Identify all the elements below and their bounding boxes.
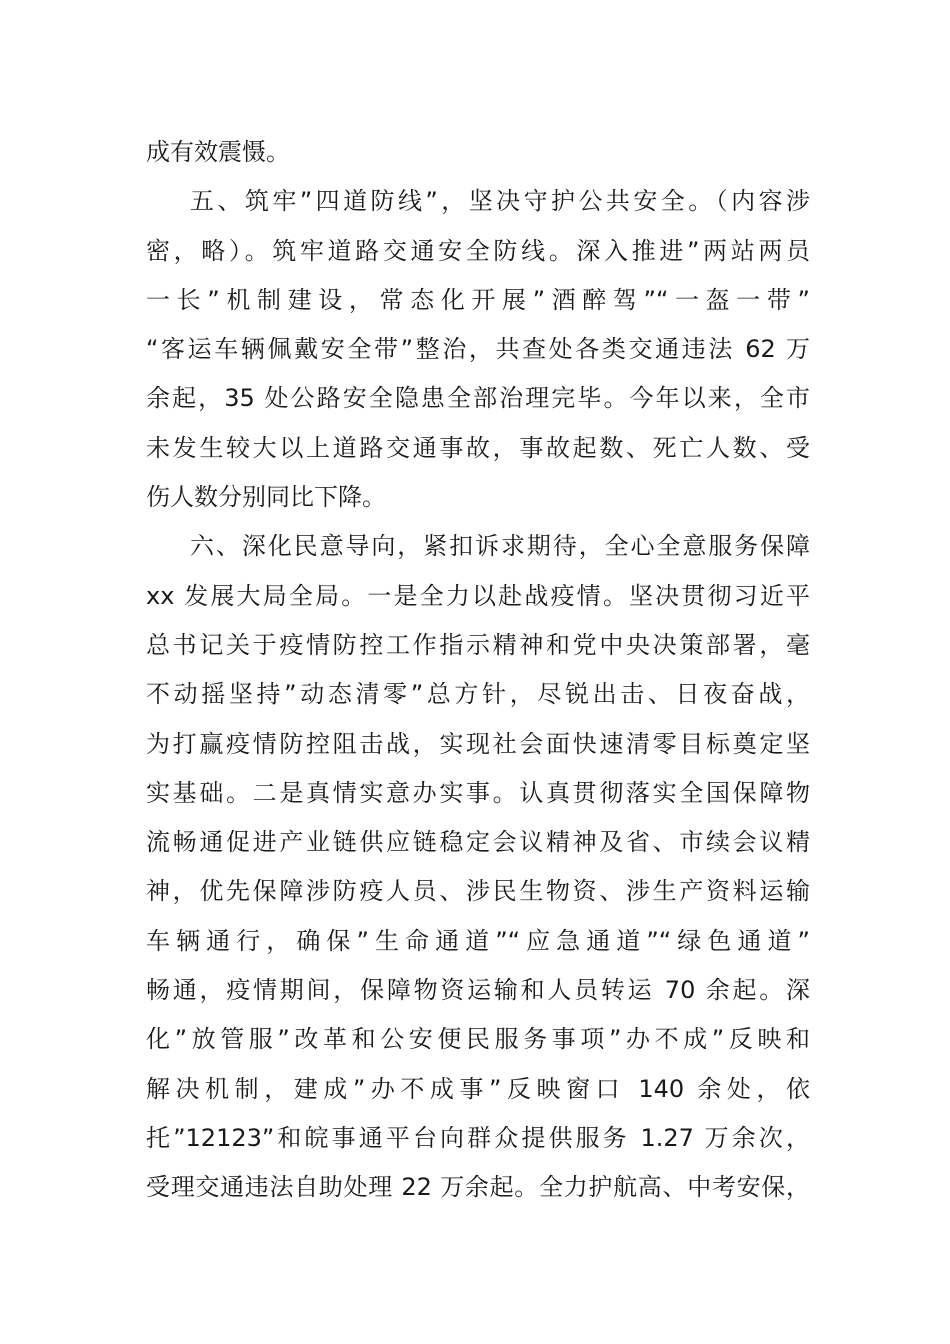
text-line: 流畅通促进产业链供应链稳定会议精神及省、市续会议精 <box>146 828 810 857</box>
text-line: 车辆通行，确保”生命通道”“应急通道”“绿色通道” <box>146 926 810 955</box>
text-line: 一长”机制建设，常态化开展”酒醉驾”“一盔一带” <box>146 285 810 314</box>
text-line: 未发生较大以上道路交通事故，事故起数、死亡人数、受 <box>146 433 810 462</box>
text-line: 为打赢疫情防控阻击战，实现社会面快速清零目标奠定坚 <box>146 729 810 758</box>
text-line: 总书记关于疫情防控工作指示精神和党中央决策部署，毫 <box>146 630 810 659</box>
text-line: 畅通，疫情期间，保障物资运输和人员转运 70 余起。深 <box>146 976 810 1005</box>
body-text <box>146 128 810 1213</box>
text-line: 化”放管服”改革和公安便民服务事项”办不成”反映和 <box>146 1025 810 1054</box>
text-line: xx 发展大局全局。一是全力以赴战疫情。坚决贯彻习近平 <box>146 581 810 610</box>
text-line: 实基础。二是真情实意办实事。认真贯彻落实全国保障物 <box>146 778 810 807</box>
paragraph-start-line: 六、深化民意导向，紧扣诉求期待，全心全意服务保障 <box>190 532 810 561</box>
paragraph-start-line: 五、筑牢”四道防线”，坚决守护公共安全。（内容涉 <box>190 187 810 216</box>
text-line: 受理交通违法自助处理 22 万余起。全力护航高、中考安保， <box>146 1173 810 1202</box>
text-line: 不动摇坚持”动态清零”总方针，尽锐出击、日夜奋战， <box>146 680 810 709</box>
text-line: “客运车辆佩戴安全带”整治，共查处各类交通违法 62 万 <box>146 335 810 364</box>
text-line: 余起，35 处公路安全隐患全部治理完毕。今年以来，全市 <box>146 384 810 413</box>
text-line: 成有效震慑。 <box>146 138 290 166</box>
text-line: 伤人数分别同比下降。 <box>146 483 386 512</box>
text-line: 托”12123”和皖事通平台向群众提供服务 1.27 万余次， <box>146 1123 810 1152</box>
text-line: 密，略）。筑牢道路交通安全防线。深入推进”两站两员 <box>146 236 810 265</box>
text-line: 神，优先保障涉防疫人员、涉民生物资、涉生产资料运输 <box>146 877 810 906</box>
text-line: 解决机制，建成”办不成事”反映窗口 140 余处，依 <box>146 1074 810 1103</box>
